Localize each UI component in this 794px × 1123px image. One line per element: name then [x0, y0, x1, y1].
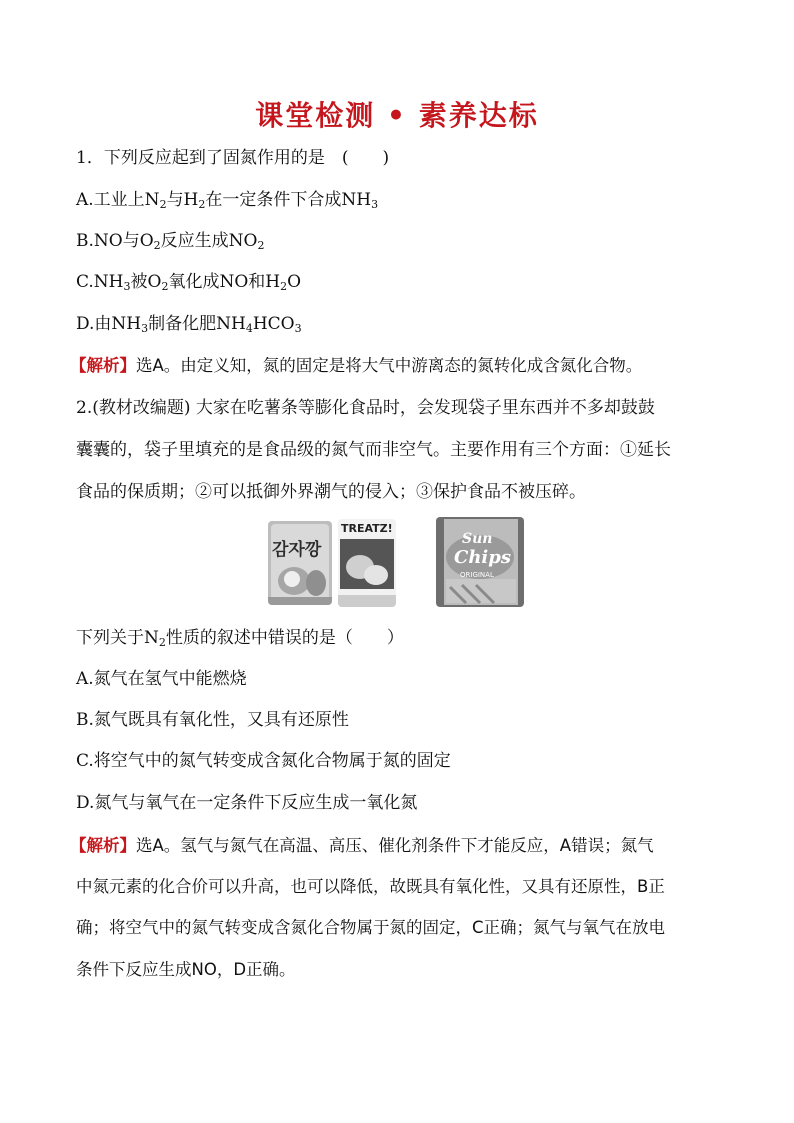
snack-bag-label-3a: Sun — [462, 531, 493, 547]
q1-option-b: B.NO与$O_2$反应生成$NO_2$ — [76, 231, 265, 252]
page-title: 课堂检测 • 素养达标 — [255, 99, 539, 132]
snack-bag-label-3b: Chips — [454, 547, 511, 568]
snack-bag-label-3c: ORIGINAL — [460, 571, 494, 579]
q2-stem-line3: 食品的保质期；②可以抵御外界潮气的侵入；③保护食品不被压碎。 — [76, 482, 586, 502]
snack-bag-image-2 — [338, 519, 396, 607]
q2-analysis-line3: 确；将空气中的氮气转变成含氮化合物属于氮的固定，C正确；氮气与氧气在放电 — [76, 918, 666, 937]
snack-bag-image-1 — [268, 521, 332, 605]
q2-stem-line2: 囊囊的，袋子里填充的是食品级的氮气而非空气。主要作用有三个方面：①延长 — [76, 440, 671, 460]
q2-analysis-line4: 条件下反应生成NO，D正确。 — [76, 960, 296, 979]
q1-analysis: 【解析】选A。由定义知，氮的固定是将大气中游离态的氮转化成含氮化合物。 — [70, 356, 643, 375]
snack-bag-label-1: 감자깡 — [272, 540, 322, 560]
q2-stem-line1: 2.(教材改编题) 大家在吃薯条等膨化食品时，会发现袋子里东西并不多却鼓鼓 — [76, 398, 655, 418]
q2-option-b: B.氮气既具有氧化性，又具有还原性 — [76, 710, 349, 730]
q1-option-a: A.工业上$N_2$与$H_2$在一定条件下合成$NH_3$ — [76, 190, 379, 211]
snack-bag-label-2: TREATZ! — [341, 522, 393, 535]
q2-question: 下列关于$N_2$性质的叙述中错误的是（ ） — [76, 628, 404, 649]
analysis-tag: 【解析】 — [70, 836, 136, 855]
q1-stem: 1．下列反应起到了固氮作用的是 ( ) — [76, 148, 390, 168]
q1-option-c: $C.NH_3$被$O_2$氧化成NO和$H_2O$ — [76, 272, 302, 293]
q2-option-a: A.氮气在氢气中能燃烧 — [76, 669, 247, 689]
q2-option-c: C.将空气中的氮气转变成含氮化合物属于氮的固定 — [76, 751, 451, 771]
analysis-tag: 【解析】 — [70, 356, 136, 375]
q1-option-d: D.由$NH_3$制备化肥$NH_4HCO_3$ — [76, 314, 302, 335]
q2-option-d: D.氮气与氧气在一定条件下反应生成一氧化氮 — [76, 793, 418, 813]
q2-analysis-line1: 【解析】选A。氢气与氮气在高温、高压、催化剂条件下才能反应，A错误；氮气 — [70, 836, 654, 855]
snack-bag-image-3 — [436, 517, 524, 607]
q2-analysis-line2: 中氮元素的化合价可以升高，也可以降低，故既具有氧化性，又具有还原性，B正 — [76, 877, 665, 896]
